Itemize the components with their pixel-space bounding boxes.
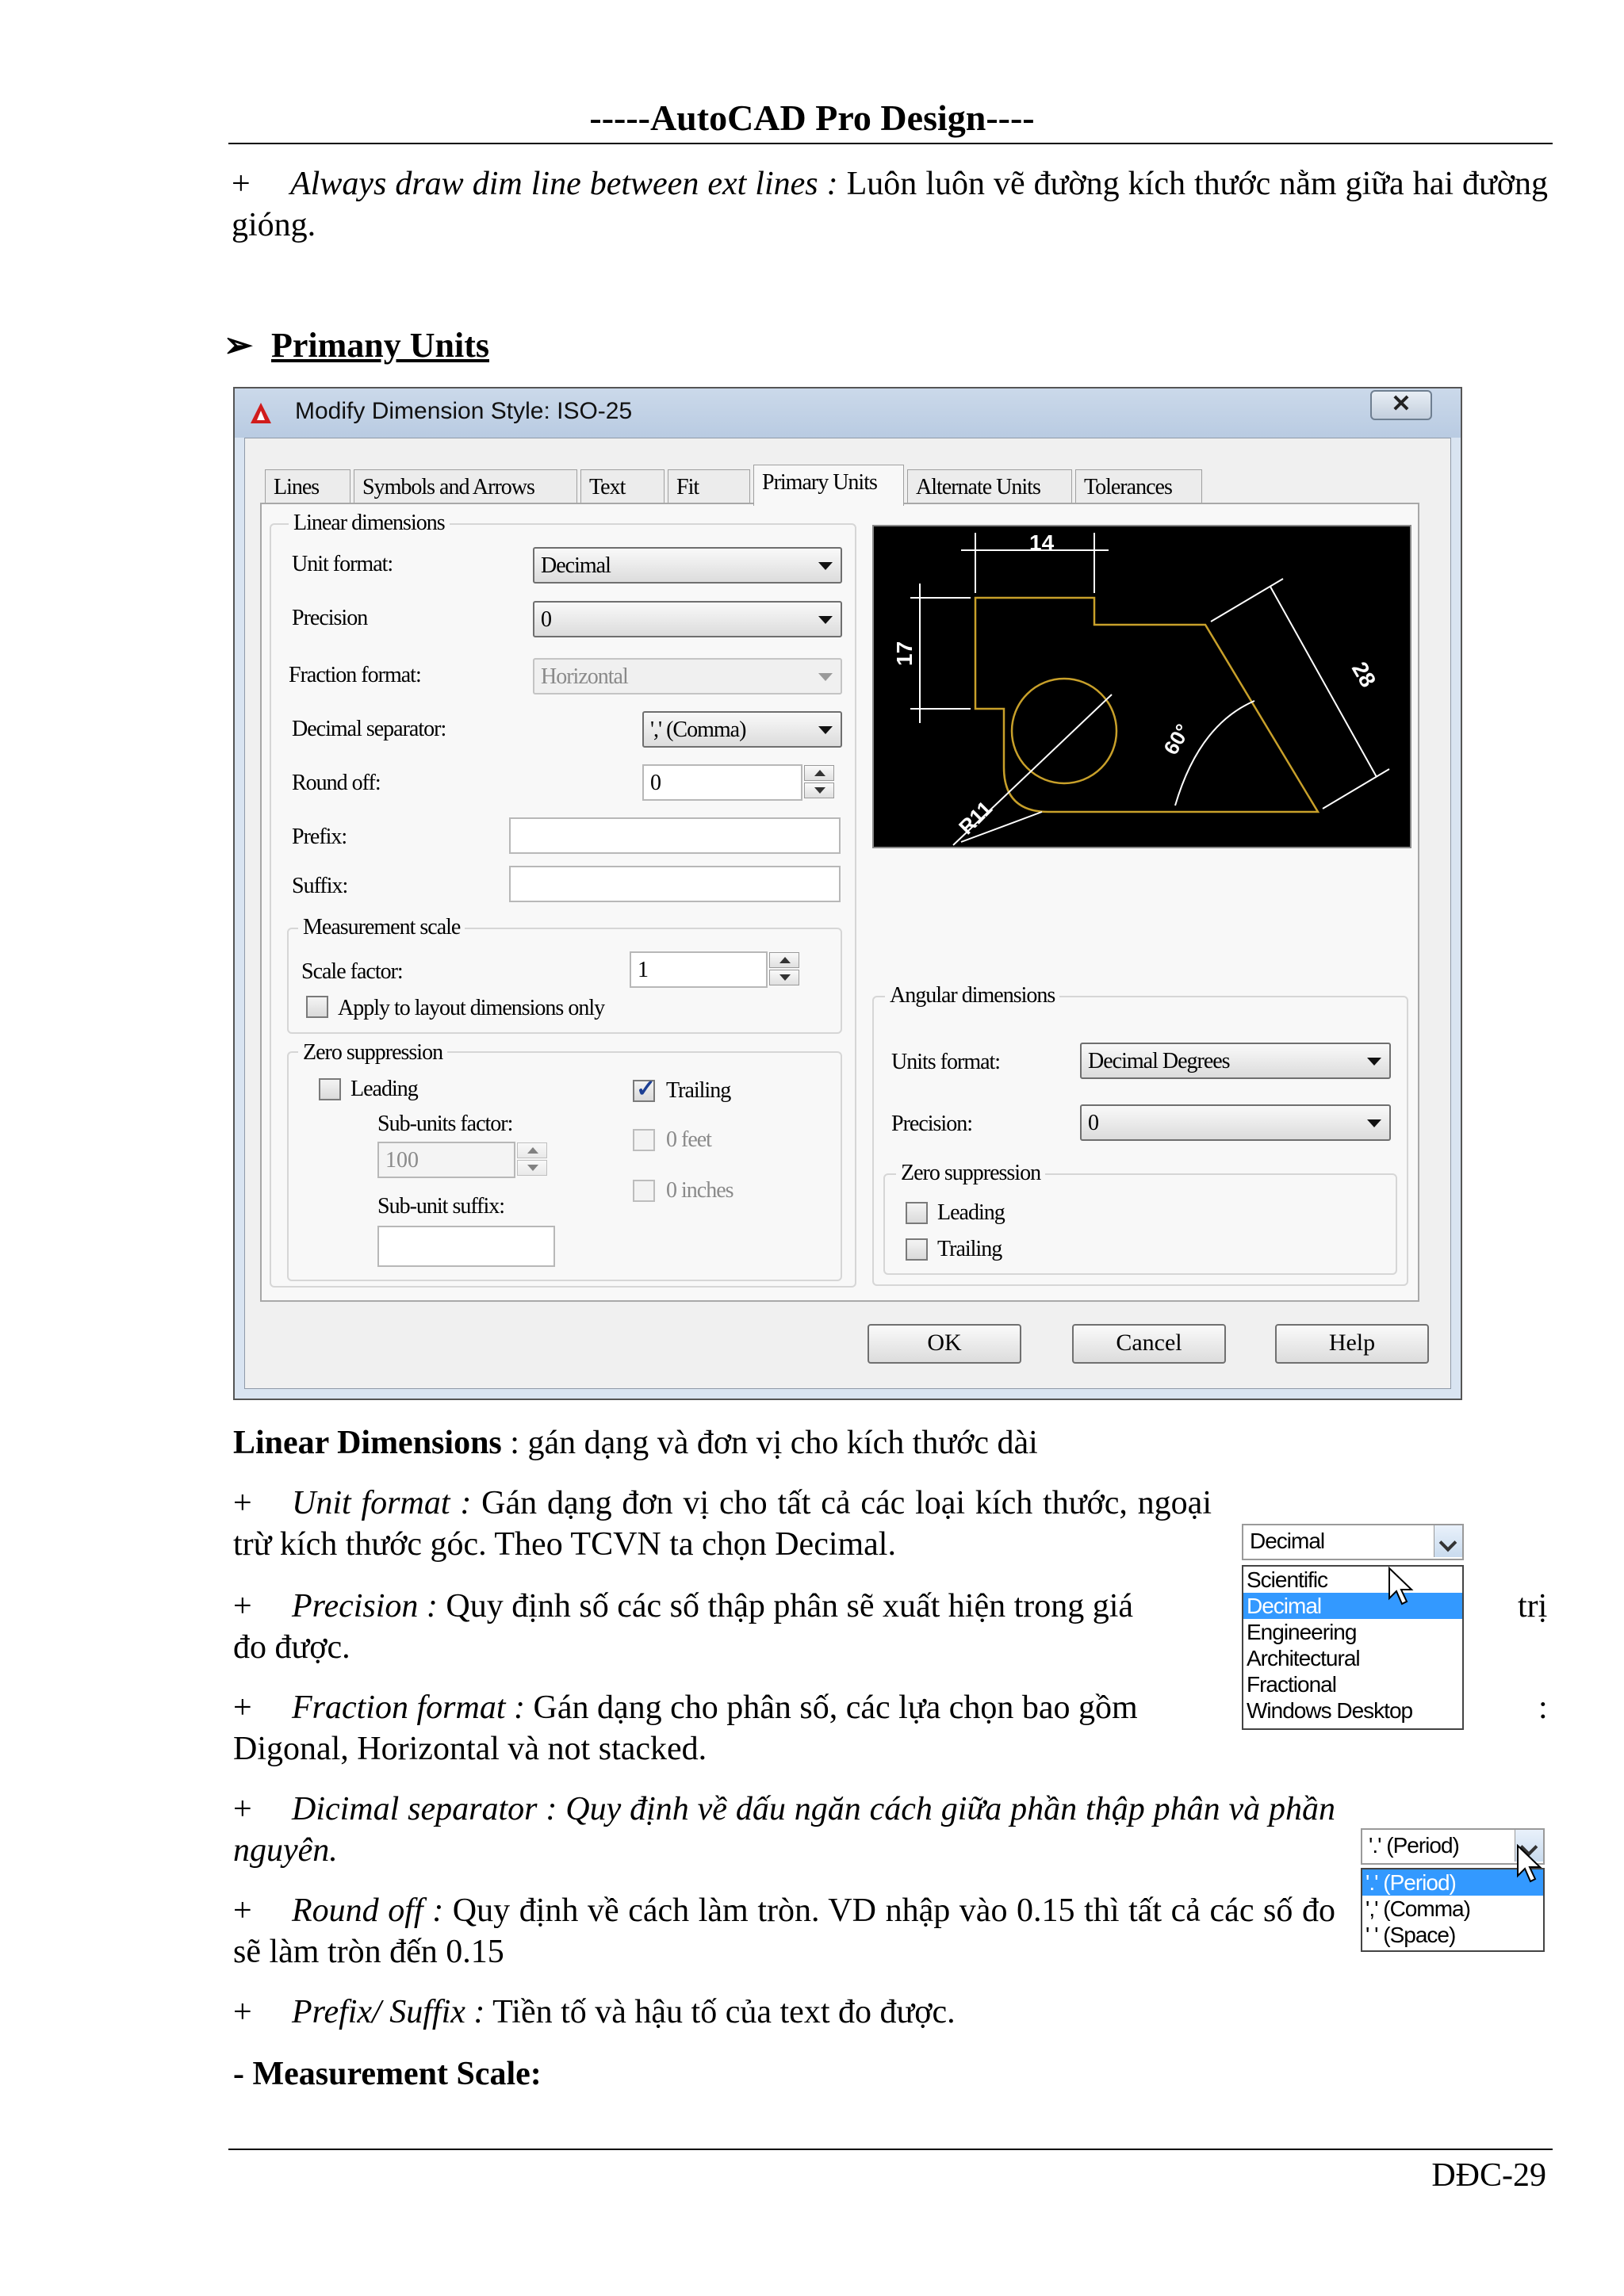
unit-format-dropdown-list: [1242, 1565, 1464, 1730]
round-off-label: Round off:: [292, 771, 381, 795]
bullet: +: [233, 1485, 252, 1521]
option-fractional[interactable]: Fractional: [1247, 1672, 1336, 1697]
decimal-separator-select[interactable]: [642, 711, 842, 748]
option-windows-desktop[interactable]: Windows Desktop: [1247, 1698, 1413, 1723]
item-precision-line2: đo được.: [233, 1629, 350, 1666]
linear-dimensions-heading: Linear Dimensions: [233, 1425, 502, 1461]
close-button[interactable]: ✕: [1370, 390, 1432, 420]
item-fraction-line2: Digonal, Horizontal và not stacked.: [233, 1731, 707, 1767]
fraction-format-select[interactable]: [533, 658, 842, 695]
preview-drawing: [874, 526, 1410, 847]
option-comma[interactable]: ',' (Comma): [1365, 1896, 1470, 1921]
item-prefix-suffix: [233, 1992, 1549, 2033]
chevron-down-icon: [1367, 1058, 1381, 1066]
help-button[interactable]: Help: [1275, 1324, 1429, 1364]
fraction-format-label: Fraction format:: [289, 663, 421, 687]
round-off-input[interactable]: 0: [642, 764, 802, 801]
separator-dropdown-value: '.' (Period): [1369, 1833, 1459, 1858]
option-period[interactable]: '.' (Period): [1362, 1869, 1543, 1896]
suffix-label: Suffix:: [292, 874, 348, 898]
item-term: Round off :: [292, 1892, 444, 1929]
angular-precision-select[interactable]: [1080, 1104, 1391, 1141]
option-decimal[interactable]: Decimal: [1243, 1593, 1462, 1619]
angular-leading-checkbox[interactable]: [906, 1202, 928, 1224]
chevron-down-icon: [818, 562, 833, 570]
zero-inches-label: 0 inches: [666, 1178, 733, 1203]
item-text: Tiền tố và hậu tố của text đo được.: [485, 1994, 956, 2030]
zero-feet-checkbox[interactable]: [633, 1129, 655, 1151]
decimal-separator-value: ',' (Comma): [650, 718, 746, 742]
item-term: Prefix/ Suffix :: [292, 1994, 485, 2030]
item-unit-format: [233, 1483, 1212, 1565]
option-architectural[interactable]: Architectural: [1247, 1646, 1360, 1670]
chevron-down-icon[interactable]: [1434, 1525, 1462, 1557]
option-engineering[interactable]: Engineering: [1247, 1620, 1357, 1644]
tab-lines[interactable]: Lines: [265, 469, 350, 504]
dim-angle-text: 60°: [1159, 719, 1195, 759]
dialog-titlebar[interactable]: [235, 388, 1461, 438]
zero-feet-label: 0 feet: [666, 1127, 711, 1152]
dim-top-text: 14: [1029, 530, 1055, 555]
unit-format-dropdown-head[interactable]: [1242, 1524, 1464, 1560]
bullet: +: [233, 1791, 252, 1827]
angular-dimensions-title: Angular dimensions: [885, 983, 1059, 1008]
sub-unit-suffix-input[interactable]: [377, 1226, 555, 1267]
linear-dimensions-paragraph: [233, 1422, 1549, 1464]
item-fraction-tail: :: [1538, 1689, 1548, 1726]
trailing-checkbox[interactable]: [633, 1080, 655, 1102]
sub-units-factor-label: Sub-units factor:: [377, 1112, 513, 1136]
item-text: Gán dạng đơn vị cho tất cả các loại kích thước, ngoại trừ kích thước góc. Theo TCVN ta chọn Decimal.: [233, 1485, 1212, 1563]
precision-value: 0: [541, 607, 551, 632]
spin-down-icon[interactable]: [804, 783, 834, 798]
dimension-preview: [872, 525, 1411, 848]
chevron-down-icon: [818, 673, 833, 681]
ok-button[interactable]: OK: [868, 1324, 1021, 1364]
tab-text[interactable]: Text: [580, 469, 665, 504]
intro-paragraph: [232, 163, 1548, 246]
header-rule: [228, 143, 1553, 144]
spin-down-icon[interactable]: [517, 1160, 547, 1176]
spin-up-icon[interactable]: [769, 952, 799, 968]
unit-format-label: Unit format:: [292, 552, 393, 576]
intro-term: Always draw dim line between ext lines :: [290, 166, 838, 202]
page-header-title: -----AutoCAD Pro Design----: [589, 98, 1035, 138]
apply-layout-label: Apply to layout dimensions only: [338, 996, 605, 1020]
cancel-button[interactable]: Cancel: [1072, 1324, 1226, 1364]
item-term: Fraction format :: [292, 1689, 525, 1726]
angular-units-format-label: Units format:: [891, 1050, 1001, 1074]
section-title: Primany Units: [271, 326, 489, 365]
item-precision: [233, 1586, 1212, 1627]
precision-label: Precision: [292, 606, 368, 630]
scale-factor-spinner[interactable]: [769, 952, 801, 987]
unit-format-dropdown-value: Decimal: [1250, 1529, 1325, 1553]
intro-text: Luôn luôn vẽ đường kích thước nằm giữa hai đường gióng.: [232, 166, 1548, 243]
chevron-down-icon: [1367, 1119, 1381, 1127]
item-fraction-format: [233, 1687, 1212, 1728]
item-term: Dicimal separator : Quy định về dấu ngăn cách giữa phần thập phân và phần nguyên.: [233, 1791, 1335, 1869]
angular-precision-label: Precision:: [891, 1112, 972, 1136]
mouse-cursor-icon: [1516, 1844, 1545, 1885]
item-term: Precision :: [292, 1588, 438, 1624]
tab-alternate-units[interactable]: Alternate Units: [907, 469, 1072, 504]
chevron-down-icon: [818, 616, 833, 624]
unit-format-select[interactable]: [533, 547, 842, 584]
angular-leading-label: Leading: [937, 1200, 1005, 1225]
linear-dimensions-title: Linear dimensions: [289, 511, 450, 536]
angular-units-format-value: Decimal Degrees: [1088, 1049, 1230, 1073]
footer-rule: [228, 2149, 1553, 2150]
spin-up-icon[interactable]: [804, 765, 834, 781]
mouse-cursor-icon: [1388, 1567, 1416, 1608]
measurement-scale-title: Measurement scale: [298, 915, 465, 940]
option-scientific[interactable]: Scientific: [1247, 1567, 1328, 1592]
decimal-separator-label: Decimal separator:: [292, 717, 446, 741]
page-number: DĐC-29: [1431, 2157, 1546, 2194]
dialog-title: Modify Dimension Style: ISO-25: [295, 398, 633, 424]
leading-checkbox[interactable]: [319, 1078, 341, 1100]
section-heading: [224, 325, 489, 365]
angular-trailing-label: Trailing: [937, 1237, 1002, 1261]
option-space[interactable]: ' ' (Space): [1365, 1923, 1456, 1947]
prefix-input[interactable]: [509, 817, 841, 854]
unit-format-value: Decimal: [541, 553, 611, 578]
precision-select[interactable]: [533, 601, 842, 637]
prefix-label: Prefix:: [292, 825, 347, 849]
dim-diag-text: 28: [1346, 657, 1381, 691]
fraction-format-value: Horizontal: [541, 664, 628, 689]
bullet: +: [233, 1588, 252, 1624]
spin-down-icon[interactable]: [769, 970, 799, 985]
angular-trailing-checkbox[interactable]: [906, 1238, 928, 1261]
item-term: Unit format :: [292, 1485, 472, 1521]
sub-units-factor-spinner[interactable]: [517, 1142, 549, 1177]
measurement-scale-heading: - Measurement Scale:: [233, 2056, 542, 2092]
spin-up-icon[interactable]: [517, 1142, 547, 1158]
linear-dimensions-text: : gán dạng và đơn vị cho kích thước dài: [501, 1425, 1038, 1461]
arrow-bullet-icon: ➢: [224, 326, 253, 365]
item-round-off: [233, 1890, 1335, 1973]
tab-primary-units[interactable]: Primary Units: [753, 465, 904, 506]
decimal-separator-dropdown-figure: [1361, 1828, 1548, 1960]
sub-units-factor-input[interactable]: 100: [377, 1142, 515, 1178]
zero-suppression-title: Zero suppression: [298, 1040, 447, 1066]
zero-inches-checkbox[interactable]: [633, 1180, 655, 1202]
bullet: +: [232, 166, 251, 202]
trailing-label: Trailing: [666, 1078, 731, 1103]
sub-unit-suffix-label: Sub-unit suffix:: [377, 1194, 505, 1219]
bullet: +: [233, 1689, 252, 1726]
autocad-logo-icon: [249, 401, 273, 425]
tab-symbols-and-arrows[interactable]: Symbols and Arrows: [354, 469, 577, 504]
angular-zero-suppression-title: Zero suppression: [896, 1161, 1045, 1186]
round-off-spinner[interactable]: [804, 765, 836, 800]
apply-layout-checkbox[interactable]: [306, 996, 328, 1018]
chevron-down-icon: [818, 726, 833, 734]
bullet: +: [233, 1892, 252, 1929]
angular-precision-value: 0: [1088, 1111, 1098, 1135]
dim-left-text: 17: [892, 641, 917, 666]
tab-fit[interactable]: Fit: [668, 469, 750, 504]
item-precision-tail: trị: [1518, 1588, 1548, 1624]
item-text: Quy định về cách làm tròn. VD nhập vào 0.15 thì tất cả các số đo sẽ làm tròn đến 0.15: [233, 1892, 1336, 1970]
leading-label: Leading: [350, 1077, 418, 1101]
dim-radius-text: R11: [954, 796, 997, 840]
scale-factor-input[interactable]: 1: [630, 951, 768, 988]
unit-format-dropdown-figure: [1242, 1524, 1465, 1732]
bullet: +: [233, 1994, 252, 2030]
suffix-input[interactable]: [509, 866, 841, 902]
angular-units-format-select[interactable]: [1080, 1043, 1391, 1079]
scale-factor-label: Scale factor:: [301, 959, 403, 984]
item-text: Quy định số các số thập phân sẽ xuất hiện trong giá: [437, 1588, 1134, 1624]
item-text: Gán dạng cho phân số, các lựa chọn bao gồm: [524, 1689, 1138, 1726]
tab-tolerances[interactable]: Tolerances: [1075, 469, 1202, 504]
item-decimal-separator: [233, 1789, 1335, 1871]
